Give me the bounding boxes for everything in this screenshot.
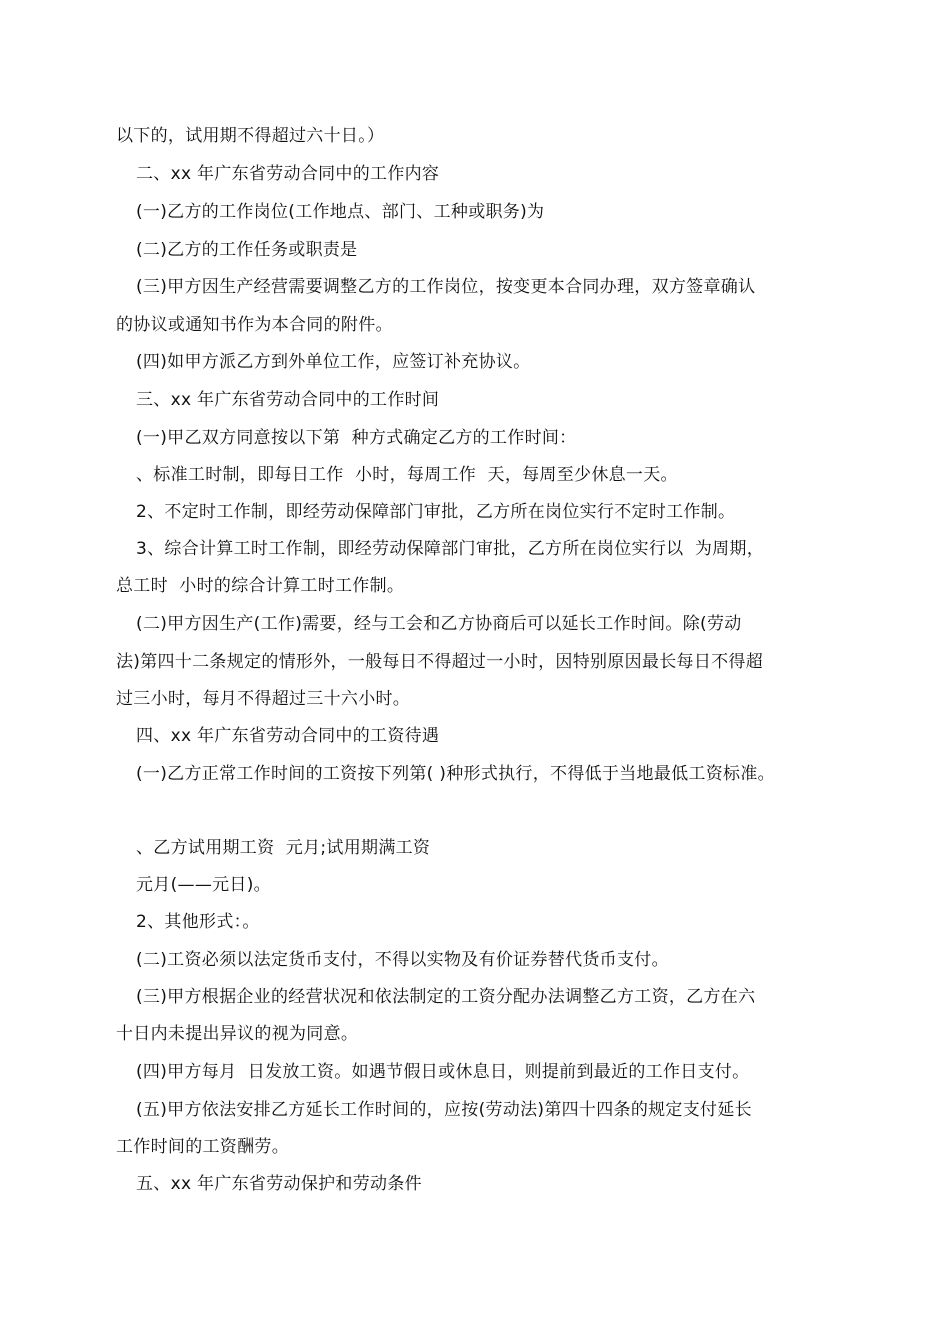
paragraph-line: 法)第四十二条规定的情形外，一般每日不得超过一小时，因特别原因最长每日不得超	[116, 652, 764, 672]
paragraph-line: 元月(——元日)。	[136, 875, 271, 895]
section-heading: 三、xx 年广东省劳动合同中的工作时间	[136, 390, 440, 410]
paragraph-line: (一)乙方正常工作时间的工资按下列第( )种形式执行，不得低于当地最低工资标准。	[136, 764, 775, 784]
paragraph-line: 2、不定时工作制，即经劳动保障部门审批，乙方所在岗位实行不定时工作制。	[136, 502, 736, 522]
paragraph-line: 总工时 小时的综合计算工时工作制。	[116, 576, 405, 596]
paragraph-line: (三)甲方因生产经营需要调整乙方的工作岗位，按变更本合同办理，双方签章确认	[136, 277, 756, 297]
paragraph-line: (二)甲方因生产(工作)需要，经与工会和乙方协商后可以延长工作时间。除(劳动	[136, 614, 742, 634]
paragraph-line: 的协议或通知书作为本合同的附件。	[116, 315, 393, 335]
paragraph-line: 2、其他形式：。	[136, 912, 260, 932]
paragraph-line: (三)甲方根据企业的经营状况和依法制定的工资分配办法调整乙方工资，乙方在六	[136, 987, 756, 1007]
paragraph-line: 、标准工时制，即每日工作 小时，每周工作 天，每周至少休息一天。	[136, 465, 678, 485]
paragraph-line: (四)如甲方派乙方到外单位工作，应签订补充协议。	[136, 352, 531, 372]
section-heading: 四、xx 年广东省劳动合同中的工资待遇	[136, 726, 440, 746]
paragraph-line: 、乙方试用期工资 元月;试用期满工资	[136, 838, 431, 858]
paragraph-line: (二)工资必须以法定货币支付，不得以实物及有价证券替代货币支付。	[136, 950, 669, 970]
paragraph-line: (一)甲乙双方同意按以下第 种方式确定乙方的工作时间：	[136, 428, 577, 448]
paragraph-line: 3、综合计算工时工作制，即经劳动保障部门审批，乙方所在岗位实行以 为周期，	[136, 539, 765, 559]
paragraph-line: (四)甲方每月 日发放工资。如遇节假日或休息日，则提前到最近的工作日支付。	[136, 1062, 750, 1082]
paragraph-line: 以下的，试用期不得超过六十日。）	[116, 126, 385, 146]
paragraph-line: 工作时间的工资酬劳。	[116, 1137, 289, 1157]
paragraph-line: 过三小时，每月不得超过三十六小时。	[116, 689, 411, 709]
section-heading: 二、xx 年广东省劳动合同中的工作内容	[136, 164, 440, 184]
paragraph-line: (二)乙方的工作任务或职责是	[136, 240, 358, 260]
paragraph-line: 十日内未提出异议的视为同意。	[116, 1024, 359, 1044]
paragraph-line: (一)乙方的工作岗位(工作地点、部门、工种或职务)为	[136, 202, 545, 222]
paragraph-line: (五)甲方依法安排乙方延长工作时间的，应按(劳动法)第四十四条的规定支付延长	[136, 1100, 752, 1120]
section-heading: 五、xx 年广东省劳动保护和劳动条件	[136, 1174, 422, 1194]
